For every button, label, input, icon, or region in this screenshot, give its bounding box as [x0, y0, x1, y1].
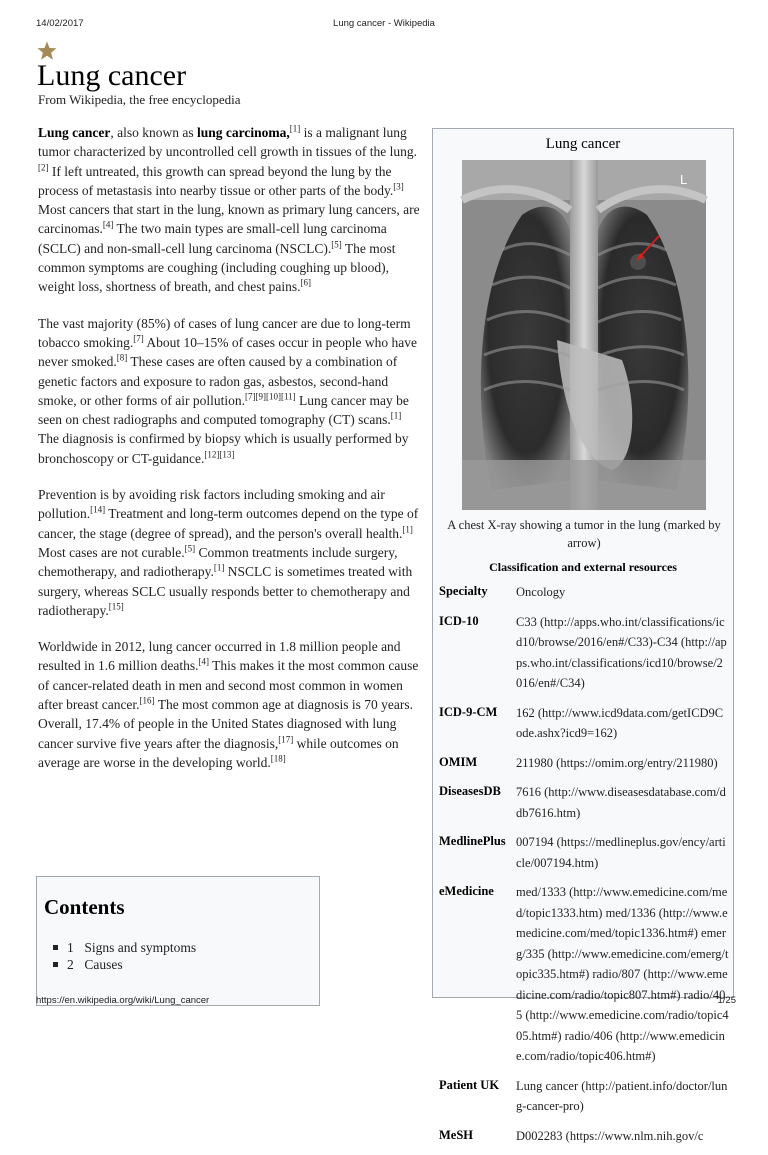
text-run: The most common symptoms are coughing (including coughing up blood), weight loss, shortness of breath, and chest pains. [38, 240, 396, 295]
image-caption: A chest X-ray showing a tumor in the lung (marked by arrow) [447, 518, 721, 550]
paragraph-intro [38, 123, 422, 297]
infobox-label: eMedicine [439, 884, 494, 898]
text-run: Treatment and long-term outcomes depend on the type of cancer, the stage (degree of spread), and the person's overall health. [38, 506, 419, 541]
citation-link[interactable]: [8] [116, 352, 128, 363]
paragraph-epidemiology [38, 637, 422, 772]
citation-link[interactable]: [1] [402, 524, 413, 535]
text-run: Common treatments include surgery, chemotherapy, and radiotherapy. [38, 544, 398, 580]
citation-link[interactable]: [1] [213, 562, 225, 573]
bold-term: Lung cancer [38, 125, 111, 140]
text-run: The diagnosis is confirmed by biopsy which is usually performed by bronchoscopy or CT-guidance. [38, 431, 409, 466]
bullet-icon [53, 962, 58, 967]
print-date: 14/02/2017 [36, 18, 84, 29]
infobox-label: ICD-10 [439, 613, 479, 628]
citation-link[interactable]: [6] [300, 277, 311, 288]
citation-link[interactable]: [18] [270, 753, 286, 764]
citation-link[interactable]: [4] [198, 656, 209, 667]
citation-link[interactable]: [1] [390, 410, 402, 421]
infobox-label: Patient UK [439, 1077, 500, 1092]
print-page-number: 1/25 [717, 995, 736, 1006]
infobox-value-link[interactable]: Lung cancer (http://patient.info/doctor/lung-cancer-pro) [516, 1078, 728, 1113]
bullet-icon [53, 945, 58, 950]
citation-link[interactable]: [5] [331, 239, 342, 250]
infobox-value-link[interactable]: 211980 (https://omim.org/entry/211980) [516, 755, 718, 770]
citation-link[interactable]: [5] [184, 543, 196, 554]
citation-link[interactable]: [12][13] [204, 449, 235, 460]
text-run: About 10–15% of cases occur in people who have never smoked. [38, 334, 418, 370]
citation-link[interactable]: [3] [393, 181, 404, 192]
text-run: Worldwide in 2012, lung cancer occurred in 1.8 million people and resulted in 1.6 million deaths. [38, 639, 401, 674]
citation-link[interactable]: [17] [278, 734, 294, 745]
toc-title: Contents [44, 895, 125, 919]
text-run: This makes it the most common cause of cancer-related death in men and second most common in women after breast cancer. [38, 658, 419, 713]
text-run: If left untreated, this growth can spread beyond the lung by the process of metastasis into nearby tissue or other parts of the body. [38, 163, 394, 198]
infobox-label: OMIM [439, 754, 478, 769]
text-run: The two main types are small-cell lung carcinoma (SCLC) and non-small-cell lung carcinoma (NSCLC). [38, 221, 387, 256]
citation-link[interactable]: [1] [289, 123, 301, 134]
article-body [38, 123, 422, 789]
chest-xray-image[interactable] [462, 160, 706, 510]
infobox-row-icd10 [439, 612, 729, 694]
infobox-section-header: Classification and external resources [489, 560, 677, 574]
text-run: These cases are often caused by a combination of genetic factors and exposure to radon gas, asbestos, second-hand smoke, or other forms of air pollution. [38, 354, 398, 408]
text-run: Most cases are not curable. [38, 544, 185, 560]
text-run: is a malignant lung tumor characterized by uncontrolled cell growth in tissues of the lung. [38, 125, 418, 160]
infobox-label: MeSH [439, 1127, 474, 1142]
infobox-row-omim [439, 753, 729, 774]
infobox-row-medlineplus [439, 832, 729, 873]
infobox-row-diseasesdb [439, 782, 729, 823]
infobox-value-link[interactable]: C33 (http://apps.who.int/classifications/icd10/browse/2016/en#/C33)-C34 (http://apps.who.int/classifications/icd10/browse/2016/en#/C34) [516, 614, 727, 690]
infobox-value[interactable]: Oncology [516, 585, 566, 599]
text-run: The vast majority (85%) of cases of lung cancer are due to long-term tobacco smoking. [38, 315, 411, 350]
infobox-value-link[interactable]: D002283 (https://www.nlm.nih.gov/c [516, 1128, 704, 1143]
toc-item-number: 1 [67, 940, 74, 955]
infobox-row-icd9cm [439, 703, 729, 744]
infobox-row-mesh [439, 1126, 729, 1147]
citation-link[interactable]: [7] [133, 333, 144, 344]
infobox-rows [439, 582, 729, 1155]
xray-side-marker: L [680, 172, 688, 187]
infobox-label: ICD-9-CM [439, 704, 498, 719]
text-run: Most cancers that start in the lung, known as primary lung cancers, are carcinomas. [38, 202, 420, 237]
infobox-row-patient-uk [439, 1076, 729, 1117]
infobox-row-emedicine [439, 882, 729, 1067]
paragraph-treatment [38, 485, 422, 620]
toc-item-signs-and-symptoms[interactable] [67, 939, 196, 956]
citation-link[interactable]: [4] [102, 219, 114, 230]
page-subtitle: From Wikipedia, the free encyclopedia [38, 92, 241, 107]
citation-link[interactable]: [16] [139, 695, 155, 706]
infobox-label: Specialty [439, 584, 488, 598]
print-url: https://en.wikipedia.org/wiki/Lung_cancer [36, 995, 210, 1006]
toc-item-label: Causes [84, 957, 123, 972]
toc-item-causes[interactable] [67, 956, 196, 973]
print-page-title: Lung cancer - Wikipedia [333, 18, 435, 29]
infobox-label: DiseasesDB [439, 784, 501, 798]
page-title: Lung cancer [37, 59, 187, 92]
infobox-value-link[interactable]: med/1333 (http://www.emedicine.com/med/topic1333.htm) med/1336 (http://www.emedicine.com/med/topic1336.htm#) emerg/335 (http://www.emedicine.com/emerg/topic335.htm#) radio/807 (http://www.emedicine.com/radio/topic807.htm#) radio/405 (http://www.emedicine.com/radio/topic405.htm#) radio/406 (http://www.emedicine.com/radio/topic406.htm#) [516, 885, 729, 1063]
text-run: Lung cancer may be seen on chest radiographs and computed tomography (CT) scans. [38, 392, 409, 428]
citation-link[interactable]: [14] [90, 504, 106, 515]
infobox-label: MedlinePlus [439, 834, 506, 848]
citation-link[interactable]: [2] [38, 162, 49, 173]
text-run: Prevention is by avoiding risk factors including smoking and air pollution. [38, 487, 385, 522]
table-of-contents [36, 876, 320, 1006]
toc-item-number: 2 [67, 957, 74, 972]
toc-list [67, 939, 196, 973]
bold-term: lung carcinoma, [197, 125, 290, 140]
citation-link[interactable]: [15] [108, 601, 124, 612]
text-run: while outcomes on average are worse in the developing world. [38, 735, 399, 770]
text-run: , also known as [110, 125, 197, 140]
infobox-title: Lung cancer [545, 136, 621, 152]
text-run: The most common age at diagnosis is 70 years. Overall, 17.4% of people in the United States diagnosed with lung cancer survive five years after the diagnosis, [38, 697, 414, 751]
paragraph-causes [38, 314, 422, 468]
infobox-row-specialty [439, 582, 729, 603]
text-run: NSCLC is sometimes treated with surgery, whereas SCLC usually responds better to chemotherapy and radiotherapy. [38, 564, 413, 618]
infobox-value-link[interactable]: 7616 (http://www.diseasesdatabase.com/ddb7616.htm) [516, 785, 726, 820]
toc-item-label: Signs and symptoms [84, 940, 197, 955]
infobox-value-link[interactable]: 162 (http://www.icd9data.com/getICD9Code.ashx?icd9=162) [516, 705, 724, 740]
infobox-value-link[interactable]: 007194 (https://medlineplus.gov/ency/article/007194.htm) [516, 835, 726, 870]
citation-link[interactable]: [7][9][10][11] [244, 391, 296, 402]
